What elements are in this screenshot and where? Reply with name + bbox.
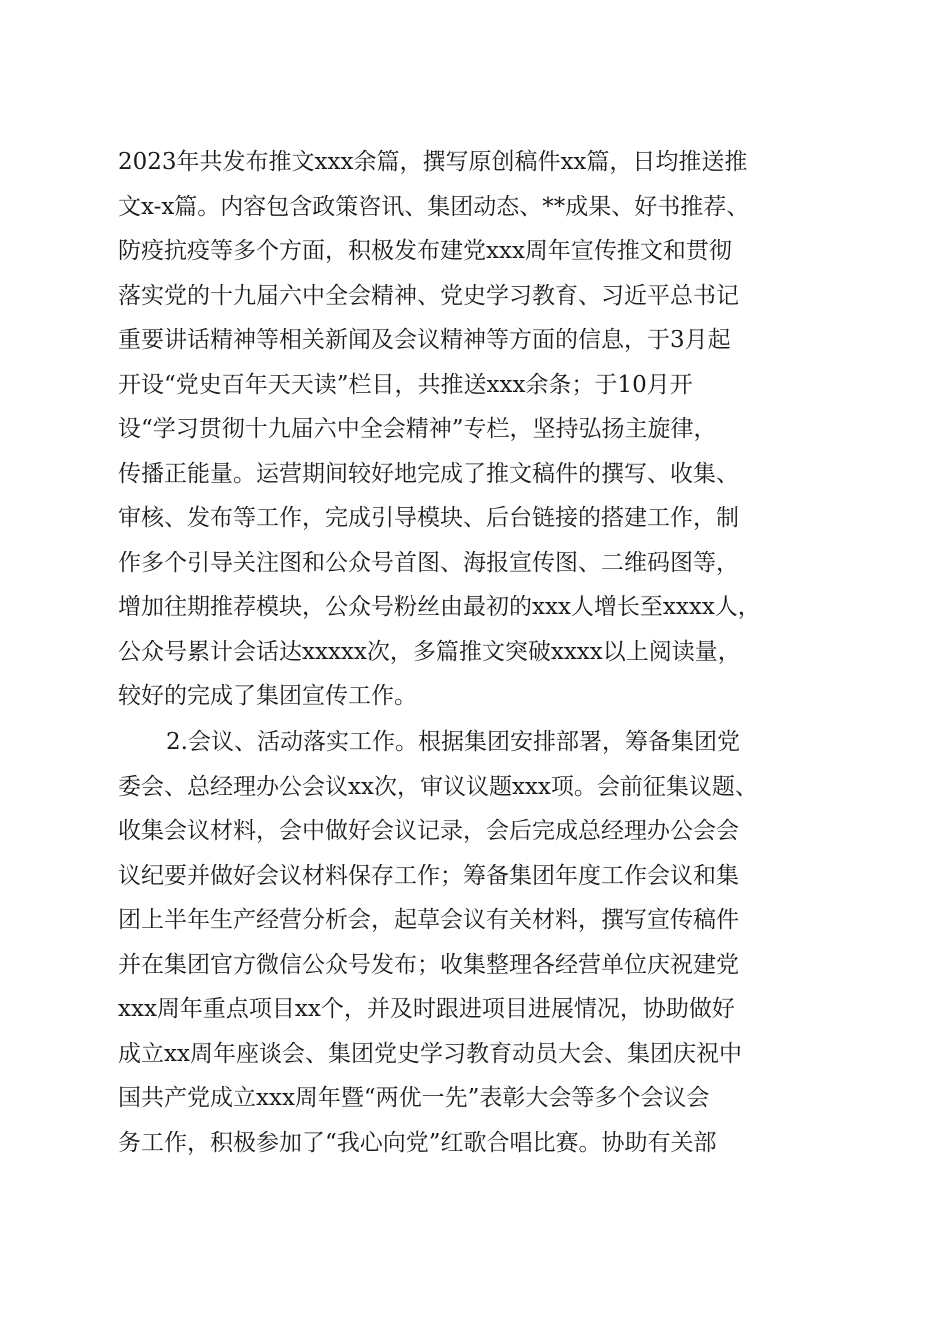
text-line: 审核、发布等工作，完成引导模块、后台链接的搭建工作，制 [118,505,739,531]
text-line: 成立xx周年座谈会、集团党史学习教育动员大会、集团庆祝中 [118,1040,742,1067]
text-line: 委会、总经理办公会议xx次，审议议题xxx项。会前征集议题、 [118,773,758,800]
section-heading-line: 2.会议、活动落实工作。根据集团安排部署，筹备集团党 [166,729,740,755]
text-line: 设“学习贯彻十九届六中全会精神”专栏，坚持弘扬主旋律， [118,416,717,442]
text-line: 文x-x篇。内容包含政策咨讯、集团动态、**成果、好书推荐、 [118,193,750,220]
text-line: xxx周年重点项目xx个，并及时跟进项目进展情况，协助做好 [118,996,735,1022]
text-line: 重要讲话精神等相关新闻及会议精神等方面的信息，于3月起 [118,327,731,353]
text-line: 公众号累计会话达xxxxx次，多篇推文突破xxxx以上阅读量， [118,638,741,665]
paragraph-meetings-activities [118,720,838,1165]
text-line: 团上半年生产经营分析会，起草会议有关材料，撰写宣传稿件 [118,907,739,933]
text-line: 议纪要并做好会议材料保存工作；筹备集团年度工作会议和集 [118,862,739,889]
text-line: 开设“党史百年天天读”栏目，共推送xxx余条；于10月开 [118,371,693,398]
text-line: 防疫抗疫等多个方面，积极发布建党xxx周年宣传推文和贯彻 [118,238,732,264]
text-line: 并在集团官方微信公众号发布；收集整理各经营单位庆祝建党 [118,951,739,978]
text-line: 收集会议材料，会中做好会议记录，会后完成总经理办公会会 [118,818,739,844]
text-line: 作多个引导关注图和公众号首图、海报宣传图、二维码图等， [118,549,739,576]
text-line: 较好的完成了集团宣传工作。 [118,683,417,709]
text-line: 务工作，积极参加了“我心向党”红歌合唱比赛。协助有关部 [118,1129,717,1156]
text-line: 落实党的十九届六中全会精神、党史学习教育、习近平总书记 [118,282,739,309]
text-line: 增加往期推荐模块，公众号粉丝由最初的xxx人增长至xxxx人， [118,594,761,620]
paragraph-publicity-work [118,140,838,719]
text-line: 2023年共发布推文xxx余篇，撰写原创稿件xx篇，日均推送推 [118,149,748,175]
text-line: 国共产党成立xxx周年暨“两优一先”表彰大会等多个会议会 [118,1085,710,1111]
text-line: 传播正能量。运营期间较好地完成了推文稿件的撰写、收集、 [118,460,739,487]
